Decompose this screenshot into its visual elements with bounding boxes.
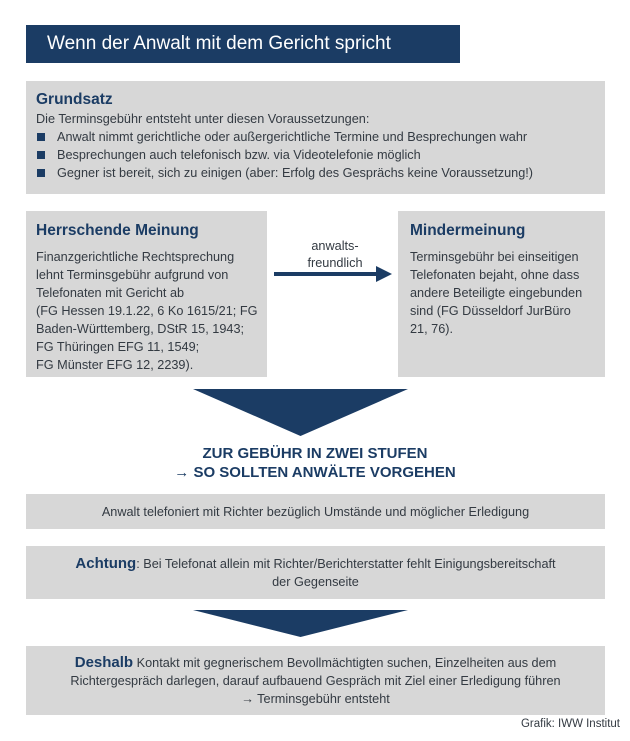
deshalb-panel: [26, 646, 605, 715]
text-line: FG Münster EFG 12, 2239).: [36, 358, 194, 372]
square-bullet-icon: [37, 169, 45, 177]
stufen-line1: ZUR GEBÜHR IN ZWEI STUFEN: [202, 445, 428, 462]
chevron-down-icon: [193, 389, 408, 436]
deshalb-text-line2: Richtergespräch darlegen, darauf aufbauend Gespräch mit Ziel einer Erledigung führen: [70, 674, 561, 688]
arrow-right-icon: [274, 266, 392, 282]
text-line: andere Beteiligte eingebunden: [410, 286, 583, 300]
herrschende-meinung-panel: [26, 211, 267, 377]
mindermeinung-text: [410, 248, 595, 338]
list-item: [36, 128, 595, 146]
text-line: (FG Hessen 19.1.22, 6 Ko 1615/21; FG: [36, 304, 258, 318]
mindermeinung-heading: Mindermeinung: [410, 222, 526, 239]
text-line: Finanzgerichtliche Rechtsprechung: [36, 250, 235, 264]
grundsatz-list: [36, 128, 595, 182]
list-item-text: Anwalt nimmt gerichtliche oder außergerichtliche Termine und Besprechungen wahr: [57, 130, 528, 144]
deshalb-label: Deshalb: [74, 654, 134, 671]
list-item-text: Besprechungen auch telefonisch bzw. via Videotelefonie möglich: [57, 148, 421, 162]
grundsatz-heading: Grundsatz: [36, 91, 113, 108]
grundsatz-intro: Die Terminsgebühr entsteht unter diesen Voraussetzungen:: [36, 112, 370, 126]
text-line: Telefonaten mit Gericht ab: [36, 286, 185, 300]
chevron-down-icon: [193, 610, 408, 637]
achtung-label: Achtung: [75, 555, 137, 572]
list-item: [36, 164, 595, 182]
square-bullet-icon: [37, 133, 45, 141]
achtung-panel: [26, 546, 605, 599]
deshalb-text-line3: → Terminsgebühr entsteht: [241, 692, 390, 706]
achtung-text-line2: der Gegenseite: [272, 575, 359, 589]
text-line: lehnt Terminsgebühr aufgrund von: [36, 268, 229, 282]
telefoniert-panel: [26, 494, 605, 529]
text-line: FG Thüringen EFG 11, 1549;: [36, 340, 200, 354]
stufen-line2: → SO SOLLTEN ANWÄLTE VORGEHEN: [174, 464, 456, 481]
arrow-label-line1: anwalts-: [311, 239, 359, 253]
text-line: sind (FG Düsseldorf JurBüro: [410, 304, 571, 318]
square-bullet-icon: [37, 151, 45, 159]
stufen-heading: [0, 444, 630, 482]
deshalb-text: Kontakt mit gegnerischem Bevollmächtigten suchen, Einzelheiten aus dem: [133, 656, 557, 670]
mindermeinung-panel: [398, 211, 605, 377]
telefoniert-text: Anwalt telefoniert mit Richter bezüglich Umstände und möglicher Erledigung: [101, 505, 530, 519]
herrschende-meinung-text: [36, 248, 257, 374]
text-line: Terminsgebühr bei einseitigen: [410, 250, 579, 264]
grundsatz-panel: [26, 81, 605, 194]
arrow-label-line2: freundlich: [307, 256, 363, 270]
text-line: Telefonaten bejaht, ohne dass: [410, 268, 580, 282]
list-item-text: Gegner ist bereit, sich zu einigen (aber: Erfolg des Gesprächs keine Voraussetzung!): [57, 166, 534, 180]
text-line: 21, 76).: [410, 322, 454, 336]
achtung-text: : Bei Telefonat allein mit Richter/Berichterstatter fehlt Einigungsbereitschaft: [136, 557, 556, 571]
page-title: Wenn der Anwalt mit dem Gericht spricht: [26, 25, 460, 63]
list-item: [36, 146, 595, 164]
credit: Grafik: IWW Institut: [520, 718, 620, 730]
herrschende-meinung-heading: Herrschende Meinung: [36, 222, 199, 239]
text-line: Baden-Württemberg, DStR 15, 1943;: [36, 322, 245, 336]
